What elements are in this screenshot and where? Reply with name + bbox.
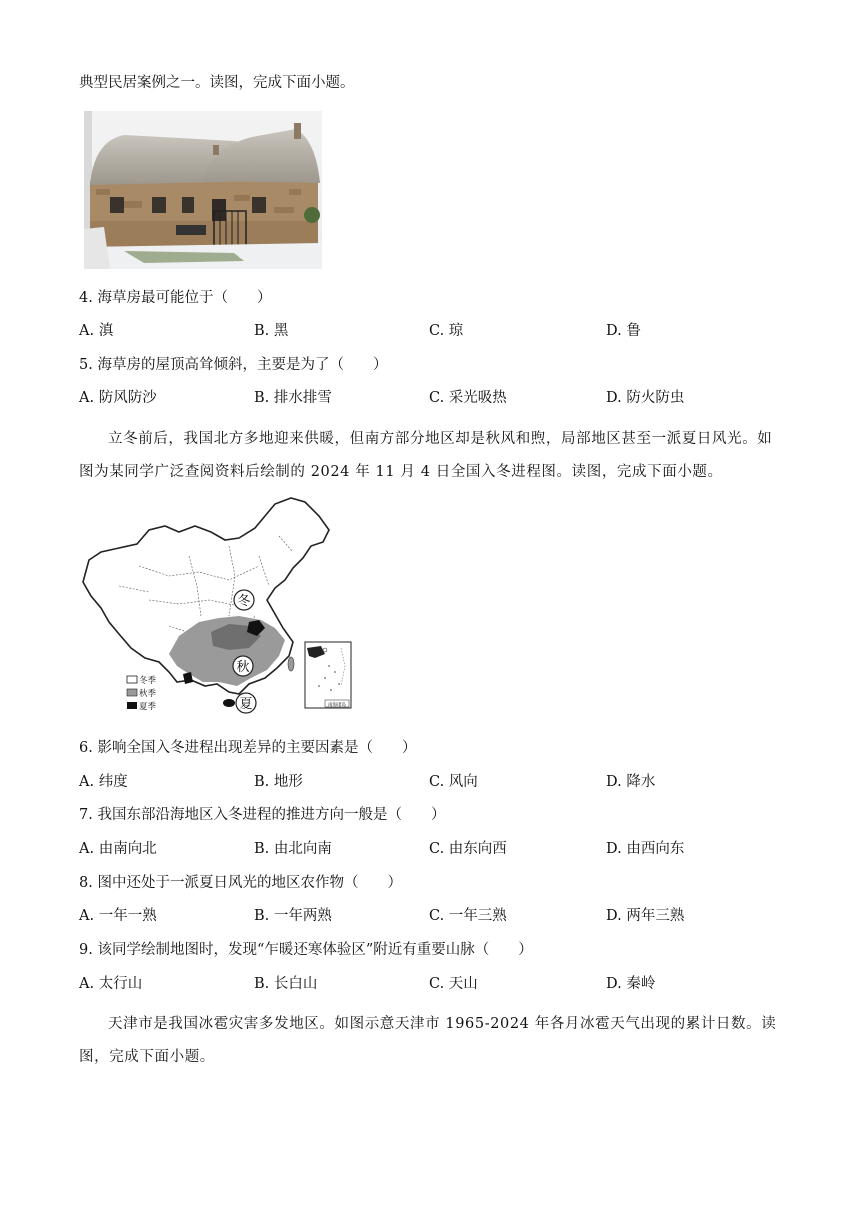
passage-winter-progress: 立冬前后，我国北方多地迎来供暖，但南方部分地区却是秋风和煦，局部地区甚至一派夏日风光。如图为某同学广泛查阅资料后绘制的 2024 年 11 月 4 日全国入冬进程图。读图，完成下面小题。 [79, 431, 773, 480]
passage-tianjin-hail: 天津市是我国冰雹灾害多发地区。如图示意天津市 1965-2024 年各月冰雹天气出现的累计日数。读图，完成下面小题。 [79, 1016, 777, 1065]
question-6-stem: 6. 影响全国入冬进程出现差异的主要因素是（ ） [79, 740, 417, 756]
q4-option-c[interactable]: C. 琼 [429, 323, 464, 339]
label-summer: 夏 [239, 697, 253, 712]
label-autumn: 秋 [236, 660, 250, 675]
q5-option-c[interactable]: C. 采光吸热 [429, 390, 507, 406]
question-7-options [79, 839, 779, 859]
q5-option-b[interactable]: B. 排水排雪 [254, 390, 332, 406]
q7-option-b[interactable]: B. 由北向南 [254, 841, 332, 857]
question-8-stem: 8. 图中还处于一派夏日风光的地区农作物（ ） [79, 875, 402, 891]
question-6-options [79, 772, 779, 792]
winter-progress-map [79, 496, 355, 718]
q9-option-b[interactable]: B. 长白山 [254, 976, 318, 992]
south-china-sea-inset [305, 642, 351, 708]
q9-option-c[interactable]: C. 天山 [429, 976, 478, 992]
question-4-options [79, 321, 779, 341]
q5-option-a[interactable]: A. 防风防沙 [79, 390, 157, 406]
q6-option-c[interactable]: C. 风向 [429, 774, 478, 790]
q7-option-c[interactable]: C. 由东向西 [429, 841, 507, 857]
q8-option-c[interactable]: C. 一年三熟 [429, 908, 507, 924]
label-winter: 冬 [237, 594, 251, 609]
q7-option-a[interactable]: A. 由南向北 [79, 841, 157, 857]
hainan-island [223, 699, 235, 707]
q7-option-d[interactable]: D. 由西向东 [606, 841, 685, 857]
q8-option-d[interactable]: D. 两年三熟 [606, 908, 685, 924]
q4-option-b[interactable]: B. 黑 [254, 323, 289, 339]
map-legend [127, 675, 157, 712]
legend-summer: 夏季 [139, 702, 157, 712]
question-7-stem: 7. 我国东部沿海地区入冬进程的推进方向一般是（ ） [79, 807, 446, 823]
q4-option-d[interactable]: D. 鲁 [606, 323, 641, 339]
q4-option-a[interactable]: A. 滇 [79, 323, 114, 339]
q6-option-d[interactable]: D. 降水 [606, 774, 656, 790]
q9-option-d[interactable]: D. 秦岭 [606, 976, 656, 992]
q8-option-a[interactable]: A. 一年一熟 [79, 908, 157, 924]
seaweed-house-photo [84, 111, 322, 269]
q9-option-a[interactable]: A. 太行山 [79, 976, 143, 992]
q6-option-a[interactable]: A. 纬度 [79, 774, 128, 790]
intro-tail-text: 典型民居案例之一。读图，完成下面小题。 [79, 75, 355, 91]
question-4-stem: 4. 海草房最可能位于（ ） [79, 290, 272, 306]
question-5-stem: 5. 海草房的屋顶高耸倾斜，主要是为了（ ） [79, 357, 388, 373]
question-9-options [79, 974, 779, 994]
q5-option-d[interactable]: D. 防火防虫 [606, 390, 685, 406]
question-5-options [79, 388, 779, 408]
q8-option-b[interactable]: B. 一年两熟 [254, 908, 332, 924]
legend-winter: 冬季 [139, 676, 157, 686]
q6-option-b[interactable]: B. 地形 [254, 774, 303, 790]
inset-caption: 南海诸岛 [328, 703, 346, 708]
question-9-stem: 9. 该同学绘制地图时，发现“乍暖还寒体验区”附近有重要山脉（ ） [79, 942, 533, 958]
legend-autumn: 秋季 [139, 689, 157, 699]
question-8-options [79, 906, 779, 926]
